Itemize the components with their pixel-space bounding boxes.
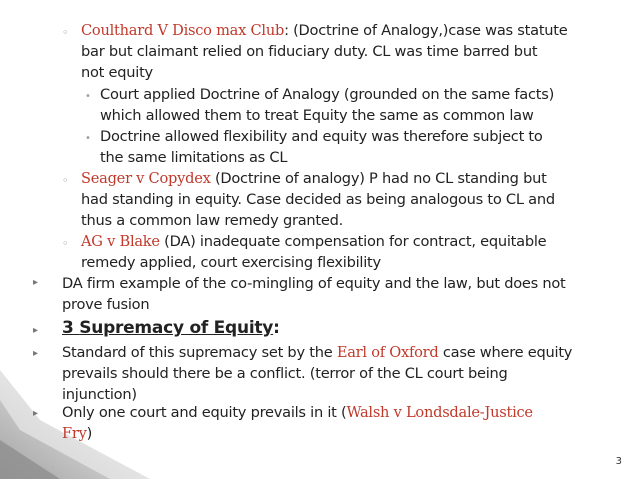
case-name-walsh: Walsh v Londsdale-Justice bbox=[346, 404, 533, 421]
dot-bullet-icon: • bbox=[85, 133, 91, 144]
case-name-coulthard: Coulthard V Disco max Club bbox=[81, 22, 285, 39]
analogy-point-2-line-2: the same limitations as CL bbox=[100, 149, 288, 166]
coulthard-line-2: bar but claimant relied on fiduciary duty. CL was time barred but bbox=[81, 43, 538, 60]
blake-line-1: AG v Blake (DA) inadequate compensation for contract, equitable bbox=[81, 233, 547, 250]
case-name-oxford: Earl of Oxford bbox=[336, 344, 439, 361]
page-number: 3 bbox=[615, 456, 622, 467]
case-name-seager: Seager v Copydex bbox=[81, 170, 211, 187]
coulthard-line-1: Coulthard V Disco max Club: (Doctrine of Analogy,)case was statute bbox=[81, 22, 568, 39]
sub-bullet-icon: ◦ bbox=[62, 26, 69, 39]
fusion-line-1: DA firm example of the co-mingling of equity and the law, but does not bbox=[62, 275, 566, 292]
fusion-line-2: prove fusion bbox=[62, 296, 150, 313]
heading-title: Supremacy of Equity bbox=[79, 318, 274, 338]
walsh-line-1: Only one court and equity prevails in it (Walsh v Londsdale-Justice bbox=[62, 404, 533, 421]
blake-line-2: remedy applied, court exercising flexibility bbox=[81, 254, 381, 271]
sub-bullet-icon: ◦ bbox=[62, 237, 69, 250]
analogy-point-2-line-1: Doctrine allowed flexibility and equity was therefore subject to bbox=[100, 128, 543, 145]
walsh-line-2: Fry) bbox=[62, 425, 93, 442]
oxford-line-2: prevails should there be a conflict. (terror of the CL court being bbox=[62, 365, 508, 382]
sub-bullet-icon: ◦ bbox=[62, 174, 69, 187]
coulthard-line-3: not equity bbox=[81, 64, 153, 81]
section-heading bbox=[62, 318, 280, 339]
oxford-line-3: injunction) bbox=[62, 386, 137, 403]
arrow-bullet-icon: ▸ bbox=[33, 348, 39, 359]
case-name-blake: AG v Blake bbox=[81, 233, 160, 250]
analogy-point-1-line-2: which allowed them to treat Equity the same as common law bbox=[100, 107, 534, 124]
analogy-point-1-line-1: Court applied Doctrine of Analogy (grounded on the same facts) bbox=[100, 86, 555, 103]
arrow-bullet-icon: ▸ bbox=[33, 408, 39, 419]
seager-line-1: Seager v Copydex (Doctrine of analogy) P had no CL standing but bbox=[81, 170, 547, 187]
arrow-bullet-icon: ▸ bbox=[33, 277, 39, 288]
seager-line-3: thus a common law remedy granted. bbox=[81, 212, 344, 229]
arrow-bullet-icon: ▸ bbox=[33, 325, 39, 336]
heading-colon: : bbox=[273, 318, 280, 338]
heading-number: 3 bbox=[62, 318, 80, 338]
dot-bullet-icon: • bbox=[85, 91, 91, 102]
oxford-line-1: Standard of this supremacy set by the Earl of Oxford case where equity bbox=[62, 344, 573, 361]
seager-line-2: had standing in equity. Case decided as being analogous to CL and bbox=[81, 191, 555, 208]
